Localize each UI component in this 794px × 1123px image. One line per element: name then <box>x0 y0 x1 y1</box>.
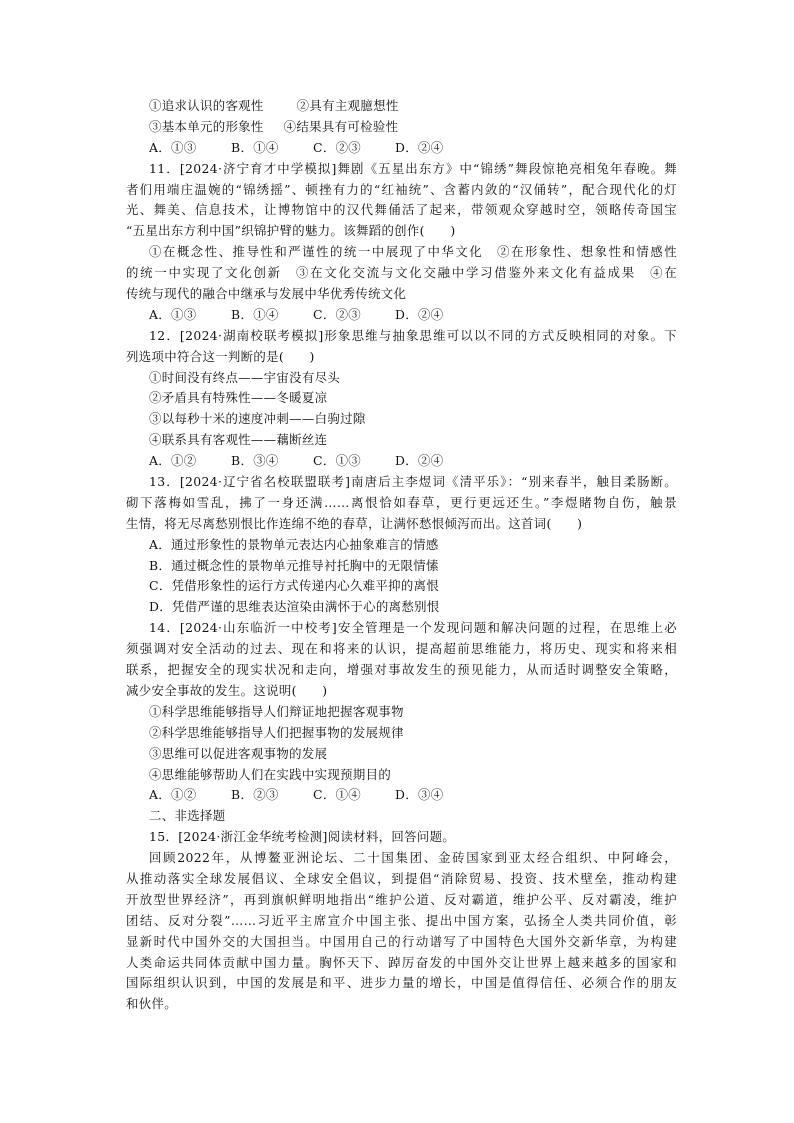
q14-stem-line: 联系，把握安全的现实状况和走向，增强对事故发生的预见能力，从而适时调整安全策略， <box>126 662 677 678</box>
q11-options-line: 的统一中实现了文化创新 ③在文化交流与文化交融中学习借鉴外来文化有益成果 ④在 <box>126 265 677 281</box>
q11-choice-d: D．②④ <box>395 306 444 322</box>
q10-option-2: ②具有主观臆想性 <box>296 98 399 113</box>
q13-stem-line: 13．[2024·辽宁省名校联盟联考]南唐后主李煜词《清平乐》：“别来春半，触目柔肠断。 <box>149 474 677 490</box>
q12-choice-a: A．①② <box>149 453 197 469</box>
q10-choices <box>126 138 677 159</box>
q13-choice-b: B．通过概念性的景物单元推导衬托胸中的无限情愫 <box>149 557 439 573</box>
q14-choice-a: A．①② <box>149 787 197 803</box>
q13-choice-a: A．通过形象性的景物单元表达内心抽象难言的情感 <box>149 536 439 552</box>
q15-material-line: 回顾2022年，从博鳌亚洲论坛、二十国集团、金砖国家到亚太经合组织、中阿峰会， <box>149 850 677 866</box>
q15-material-line: 团结、反对分裂”……习近平主席宣介中国主张、提出中国方案，弘扬全人类共同价值，彰 <box>126 912 677 928</box>
q15-material-line: 人类命运共同体贡献中国力量。胸怀天下、踔厉奋发的中国外交让世界上越来越多的国家和 <box>126 954 677 970</box>
q10-choice-d: D．②④ <box>395 139 444 155</box>
q11-options-line: 传统与现代的融合中继承与发展中华优秀传统文化 <box>126 286 407 302</box>
q11-stem-line: “五星出东方利中国”织锦护臂的魅力。该舞蹈的创作( ) <box>126 223 456 239</box>
q13-choice-d: D．凭借严谨的思维表达渲染由满怀于心的离愁别恨 <box>149 599 440 615</box>
q11-options-line: ①在概念性、推导性和严谨性的统一中展现了中华文化 ②在形象性、想象性和情感性 <box>149 244 677 260</box>
q15-material-line: 从推动落实全球发展倡议、全球安全倡议，到提倡“消除贸易、投资、技术壁垒，推动构建 <box>126 870 677 886</box>
q15-material-line: 显新时代中国外交的大国担当。中国用自己的行动谱写了中国特色大国外交新华章，为构建 <box>126 933 677 949</box>
q10-option-row-1 <box>126 96 677 117</box>
q15-stem: 15．[2024·浙江金华统考检测]阅读材料，回答问题。 <box>149 829 456 845</box>
q14-choice-b: B．②③ <box>231 787 279 803</box>
q10-choice-c: C．②③ <box>313 139 362 155</box>
q14-option: ①科学思维能够指导人们辩证地把握客观事物 <box>149 703 404 719</box>
q15-material-line: 和伙伴。 <box>126 996 177 1012</box>
q12-option: ①时间没有终点——宇宙没有尽头 <box>149 369 341 385</box>
q13-stem-line: 生情，将无尽离愁别恨比作连绵不绝的春草，让满怀愁恨倾泻而出。这首词( ) <box>126 515 583 531</box>
q11-choice-b: B．①④ <box>231 306 279 322</box>
q12-choice-b: B．③④ <box>231 453 279 469</box>
q15-material-line: 国际组织认识到，中国的发展是和平、进步力量的增长，中国是值得信任、必须合作的朋友 <box>126 975 677 991</box>
page-content <box>126 96 677 1015</box>
section-heading: 二、非选择题 <box>149 808 226 824</box>
q14-stem-line: 14．[2024·山东临沂一中校考]安全管理是一个发现问题和解决问题的过程，在思维上必 <box>149 620 677 636</box>
q10-choice-b: B．①④ <box>231 139 279 155</box>
q10-option-3: ③基本单元的形象性 <box>149 118 264 134</box>
q11-stem-line: 光、舞美、信息技术，让博物馆中的汉代舞俑活了起来，带领观众穿越时空，领略传奇国宝 <box>126 202 677 218</box>
q10-option-1: ①追求认识的客观性 <box>149 98 264 113</box>
q11-stem-line: 11．[2024·济宁育才中学模拟]舞剧《五星出东方》中“锦绣”舞段惊艳亮相兔年春晚。舞 <box>149 160 677 176</box>
q14-choice-d: D．③④ <box>395 787 444 803</box>
q14-option: ③思维可以促进客观事物的发展 <box>149 745 328 761</box>
q14-choice-c: C．①④ <box>313 787 362 803</box>
q14-stem-line: 须强调对安全活动的过去、现在和将来的认识，提高超前思维能力，将历史、现实和将来相 <box>126 641 677 657</box>
q12-stem-line: 12．[2024·湖南校联考模拟]形象思维与抽象思维可以以不同的方式反映相同的对象。下 <box>149 327 677 343</box>
q12-option: ③以每秒十米的速度冲刺——白驹过隙 <box>149 411 366 427</box>
q12-option: ②矛盾具有特殊性——冬暖夏凉 <box>149 390 328 406</box>
q10-option-row-2 <box>126 117 677 138</box>
q13-choice-c: C．凭借形象性的运行方式传递内心久难平抑的离恨 <box>149 578 440 594</box>
q11-choice-c: C．②③ <box>313 306 362 322</box>
q11-stem-line: 者们用端庄温婉的“锦绣摇”、顿挫有力的“红袖统”、含蓄内敛的“汉俑转”，配合现代化的灯 <box>126 181 677 197</box>
q12-choices <box>126 451 677 472</box>
q12-choice-c: C．①③ <box>313 453 362 469</box>
q15-material-line: 开放型世界经济”，再到旗帜鲜明地指出“维护公道、反对霸道，维护公平、反对霸凌，维护 <box>126 891 677 907</box>
q12-stem-line: 列选项中符合这一判断的是( ) <box>126 348 315 364</box>
q10-choice-a: A．①③ <box>149 139 197 155</box>
q14-stem-line: 减少安全事故的发生。这说明( ) <box>126 682 328 698</box>
q12-option: ④联系具有客观性——藕断丝连 <box>149 432 328 448</box>
q12-choice-d: D．②④ <box>395 453 444 469</box>
q14-option: ④思维能够帮助人们在实践中实现预期目的 <box>149 766 392 782</box>
q10-option-4: ④结果具有可检验性 <box>283 118 399 134</box>
q11-choices <box>126 305 677 326</box>
q13-stem-line: 砌下落梅如雪乱，拂了一身还满……离恨恰如春草，更行更远还生。”李煜睹物自伤，触景 <box>126 494 677 510</box>
q14-choices <box>126 785 677 806</box>
q14-option: ②科学思维能够指导人们把握事物的发展规律 <box>149 724 404 740</box>
q11-choice-a: A．①③ <box>149 306 197 322</box>
